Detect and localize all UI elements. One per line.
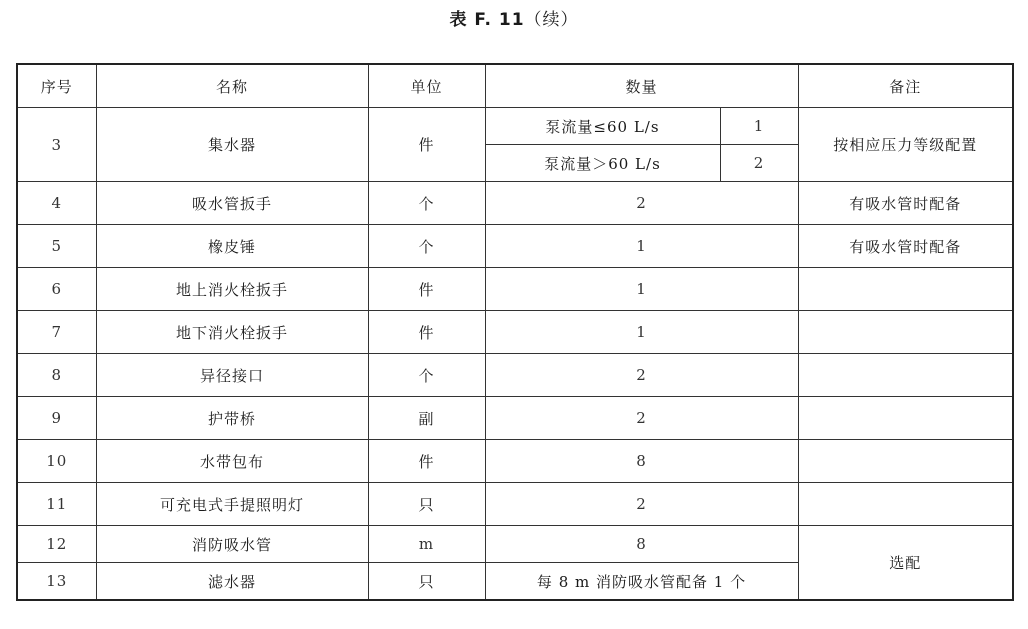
row-remark xyxy=(798,483,1013,526)
row-index: 11 xyxy=(17,483,96,526)
row-name: 消防吸水管 xyxy=(96,526,368,563)
row-quantity: 8 xyxy=(485,526,798,563)
table-row xyxy=(17,440,1013,483)
table-row xyxy=(17,182,1013,225)
header-remark: 备注 xyxy=(798,64,1013,108)
row-remark xyxy=(798,268,1013,311)
row-unit: 只 xyxy=(368,483,485,526)
header-quantity: 数量 xyxy=(485,64,798,108)
table-caption xyxy=(0,8,1028,32)
row-index: 13 xyxy=(17,563,96,601)
row-remark xyxy=(798,311,1013,354)
row-quantity: 2 xyxy=(485,182,798,225)
row-quantity: 2 xyxy=(485,354,798,397)
row-sub-value: 2 xyxy=(720,145,798,182)
row-quantity: 1 xyxy=(485,268,798,311)
row-index: 9 xyxy=(17,397,96,440)
row-index: 8 xyxy=(17,354,96,397)
table-row xyxy=(17,397,1013,440)
row-unit: 件 xyxy=(368,268,485,311)
table-row xyxy=(17,225,1013,268)
table-row xyxy=(17,268,1013,311)
row-name: 吸水管扳手 xyxy=(96,182,368,225)
row-quantity: 2 xyxy=(485,397,798,440)
row-name: 橡皮锤 xyxy=(96,225,368,268)
row-unit: 个 xyxy=(368,182,485,225)
table-header-row xyxy=(17,64,1013,108)
row-remark xyxy=(798,354,1013,397)
header-unit: 单位 xyxy=(368,64,485,108)
row-quantity: 1 xyxy=(485,225,798,268)
table-row xyxy=(17,108,1013,145)
row-unit: 件 xyxy=(368,440,485,483)
row-index: 12 xyxy=(17,526,96,563)
row-index: 3 xyxy=(17,108,96,182)
row-name: 地上消火栓扳手 xyxy=(96,268,368,311)
header-index: 序号 xyxy=(17,64,96,108)
caption-title: 表 F. 11 xyxy=(449,10,525,30)
row-unit: 只 xyxy=(368,563,485,601)
row-unit: 个 xyxy=(368,354,485,397)
row-unit: 件 xyxy=(368,108,485,182)
row-sub-condition: 泵流量≤60 L/s xyxy=(485,108,720,145)
row-quantity: 每 8 m 消防吸水管配备 1 个 xyxy=(485,563,798,601)
row-unit: 件 xyxy=(368,311,485,354)
row-name: 集水器 xyxy=(96,108,368,182)
row-sub-condition: 泵流量＞60 L/s xyxy=(485,145,720,182)
row-index: 7 xyxy=(17,311,96,354)
row-name: 地下消火栓扳手 xyxy=(96,311,368,354)
table-row xyxy=(17,354,1013,397)
table-row xyxy=(17,483,1013,526)
row-name: 水带包布 xyxy=(96,440,368,483)
row-remark: 选配 xyxy=(798,526,1013,601)
row-remark xyxy=(798,397,1013,440)
equipment-table xyxy=(16,63,1014,601)
row-remark xyxy=(798,440,1013,483)
row-name: 护带桥 xyxy=(96,397,368,440)
row-remark: 有吸水管时配备 xyxy=(798,225,1013,268)
row-unit: 副 xyxy=(368,397,485,440)
table-row xyxy=(17,526,1013,563)
caption-continued: （续） xyxy=(524,10,579,30)
row-remark: 有吸水管时配备 xyxy=(798,182,1013,225)
row-quantity: 2 xyxy=(485,483,798,526)
row-unit: 个 xyxy=(368,225,485,268)
row-index: 5 xyxy=(17,225,96,268)
row-index: 10 xyxy=(17,440,96,483)
table-row xyxy=(17,311,1013,354)
row-index: 4 xyxy=(17,182,96,225)
row-quantity: 8 xyxy=(485,440,798,483)
row-name: 异径接口 xyxy=(96,354,368,397)
row-quantity: 1 xyxy=(485,311,798,354)
row-sub-value: 1 xyxy=(720,108,798,145)
row-unit: m xyxy=(368,526,485,563)
row-name: 可充电式手提照明灯 xyxy=(96,483,368,526)
row-remark: 按相应压力等级配置 xyxy=(798,108,1013,182)
row-index: 6 xyxy=(17,268,96,311)
header-name: 名称 xyxy=(96,64,368,108)
row-name: 滤水器 xyxy=(96,563,368,601)
